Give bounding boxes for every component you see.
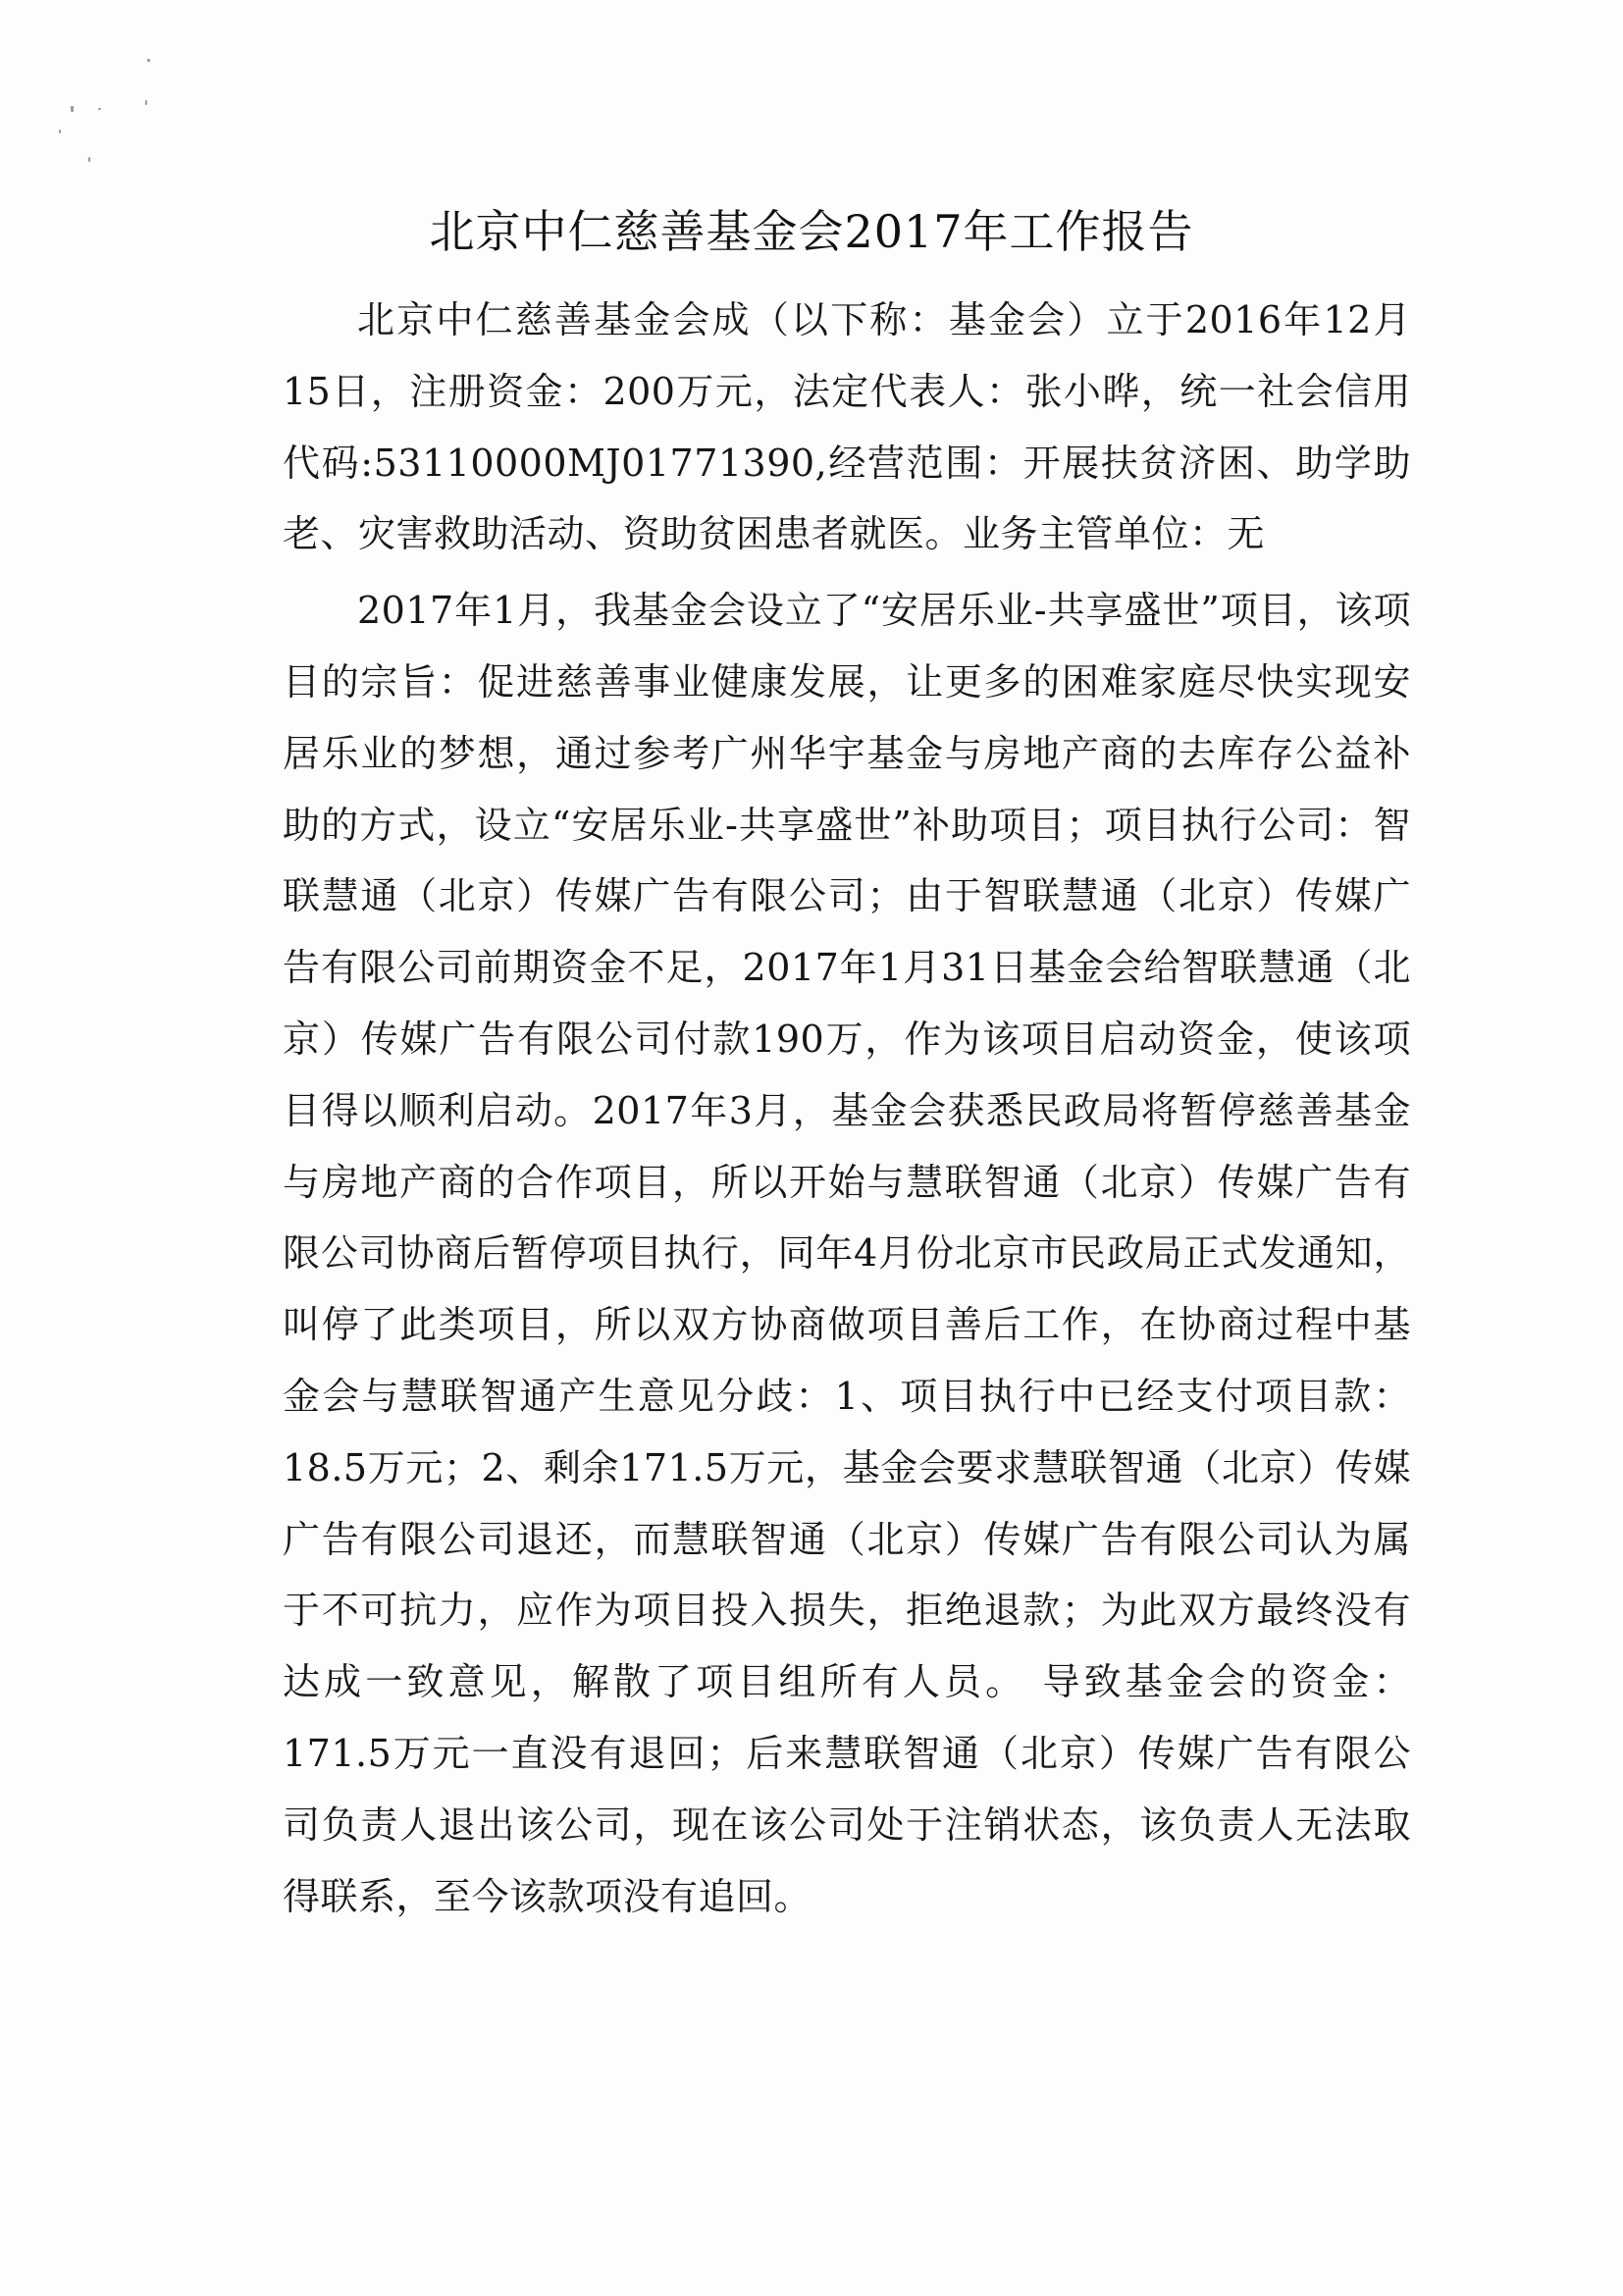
paragraph-foundation-info: 北京中仁慈善基金会成（以下称：基金会）立于2016年12月15日，注册资金：200万元，法定代表人：张小晔，统一社会信用代码:53110000MJ01771390,经营范围：开展扶贫济困、助学助老、灾害救助活动、资助贫困患者就医。业务主管单位：无 [283, 298, 1411, 556]
scan-specks [59, 49, 177, 177]
scan-speck [147, 59, 150, 62]
scan-speck [88, 157, 90, 162]
document-body [283, 285, 1411, 1932]
scan-speck [71, 106, 74, 112]
scan-speck [145, 100, 147, 105]
paragraph-project-report: 2017年1月，我基金会设立了“安居乐业-共享盛世”项目，该项目的宗旨：促进慈善事业健康发展，让更多的困难家庭尽快实现安居乐业的梦想，通过参考广州华宇基金与房地产商的去库存公益补助的方式，设立“安居乐业-共享盛世”补助项目；项目执行公司：智联慧通（北京）传媒广告有限公司；由于智联慧通（北京）传媒广告有限公司前期资金不足，2017年1月31日基金会给智联慧通（北京）传媒广告有限公司付款190万，作为该项目启动资金，使该项目得以顺利启动。2017年3月，基金会获悉民政局将暂停慈善基金与房地产商的合作项目，所以开始与慧联智通（北京）传媒广告有限公司协商后暂停项目执行，同年4月份北京市民政局正式发通知，叫停了此类项目，所以双方协商做项目善后工作，在协商过程中基金会与慧联智通产生意见分歧：1、项目执行中已经支付项目款：18.5万元；2、剩余171.5万元，基金会要求慧联智通（北京）传媒广告有限公司退还，而慧联智通（北京）传媒广告有限公司认为属于不可抗力，应作为项目投入损失，拒绝退款；为此双方最终没有达成一致意见，解散了项目组所有人员。 导致基金会的资金：171.5万元一直没有退回；后来慧联智通（北京）传媒广告有限公司负责人退出该公司，现在该公司处于注销状态，该负责人无法取得联系，至今该款项没有追回。 [283, 589, 1411, 1918]
scan-speck [59, 130, 61, 133]
document-title: 北京中仁慈善基金会2017年工作报告 [429, 205, 1194, 258]
scan-speck [98, 108, 101, 110]
